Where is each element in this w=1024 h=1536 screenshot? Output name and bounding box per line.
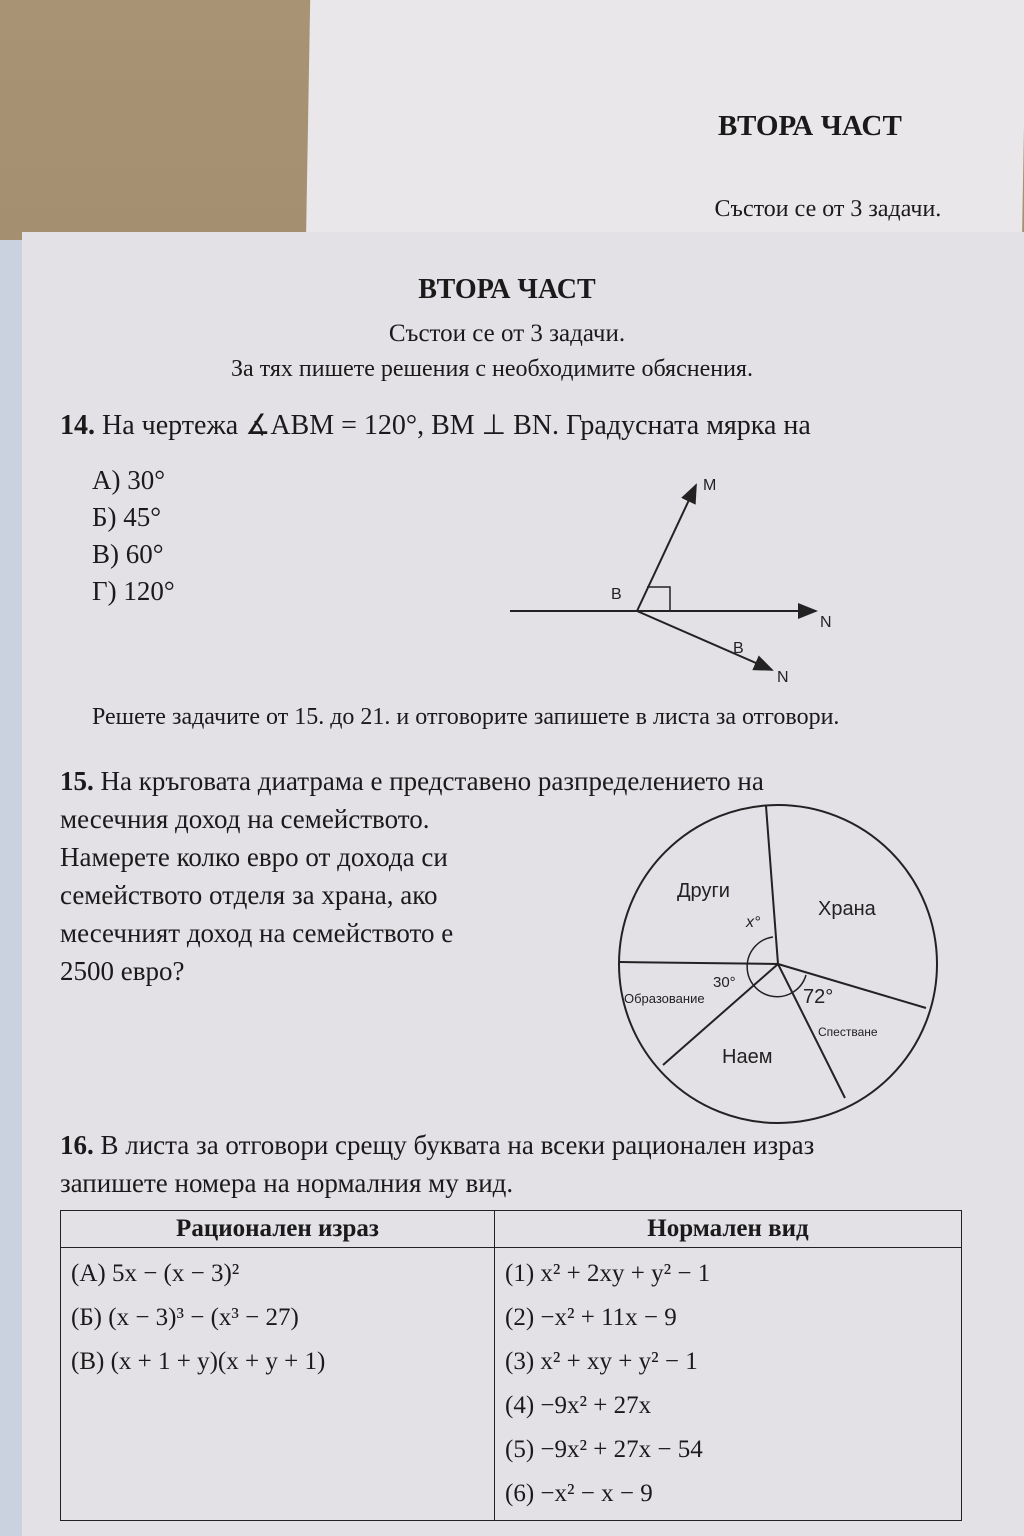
q14-option-a: А) 30° bbox=[92, 465, 166, 495]
normal-form-4: (4) −9x² + 27x bbox=[505, 1392, 652, 1419]
pie-divider bbox=[766, 806, 778, 964]
q15-line: семейството отделя за храна, ако bbox=[60, 880, 438, 910]
label-b: B bbox=[611, 586, 622, 603]
q15-line: месечния доход на семейството. bbox=[60, 804, 430, 834]
slice-label-rent: Наем bbox=[722, 1046, 773, 1068]
section-subtitle: Състои се от 3 задачи. bbox=[388, 320, 626, 347]
normal-form-5: (5) −9x² + 27x − 54 bbox=[505, 1436, 703, 1463]
expressions-table bbox=[60, 1210, 962, 1521]
pie-divider bbox=[620, 962, 778, 964]
q14-option-d: Г) 120° bbox=[92, 576, 175, 606]
q14-option-c: В) 60° bbox=[92, 539, 164, 569]
angle-other: x° bbox=[746, 914, 761, 931]
q15-number: 15. bbox=[60, 766, 94, 796]
angle-savings: 72° bbox=[803, 986, 834, 1008]
normal-form-3: (3) x² + xy + y² − 1 bbox=[505, 1348, 698, 1375]
expression-a: (А) 5x − (x − 3)² bbox=[71, 1260, 240, 1287]
angle-education: 30° bbox=[713, 974, 736, 991]
label-m: M bbox=[703, 477, 717, 494]
q16-number: 16. bbox=[60, 1130, 94, 1160]
q14-option-b: Б) 45° bbox=[92, 502, 162, 532]
q15-line: Намерете колко евро от дохода си bbox=[60, 842, 448, 872]
header-rational: Рационален израз bbox=[61, 1211, 495, 1248]
slice-label-education: Образование bbox=[624, 991, 705, 1006]
label-n: N bbox=[820, 614, 832, 631]
normal-forms bbox=[495, 1248, 962, 1521]
header-normal: Нормален вид bbox=[495, 1211, 962, 1248]
label-b2: B bbox=[733, 640, 744, 657]
slice-label-food: Храна bbox=[818, 898, 876, 920]
slice-label-savings: Спестване bbox=[818, 1025, 878, 1039]
q15-line: На кръговата диатрама е представено разпределението на bbox=[100, 766, 764, 796]
back-sheet-subtitle: Състои се от 3 задачи. bbox=[714, 196, 942, 222]
expression-c: (В) (x + 1 + y)(x + y + 1) bbox=[71, 1348, 326, 1375]
back-sheet-title: ВТОРА ЧАСТ bbox=[717, 110, 903, 142]
section-instruction: За тях пишете решения с необходимите обяснения. bbox=[231, 356, 753, 382]
section-title: ВТОРА ЧАСТ bbox=[418, 274, 596, 305]
rational-expressions bbox=[61, 1248, 495, 1521]
normal-form-6: (6) −x² − x − 9 bbox=[505, 1480, 653, 1507]
q16-text bbox=[60, 1126, 814, 1202]
label-n2: N bbox=[777, 669, 789, 686]
expression-b: (Б) (x − 3)³ − (x³ − 27) bbox=[71, 1304, 299, 1331]
q16-line: В листа за отговори срещу буквата на всеки рационален израз bbox=[100, 1130, 815, 1160]
slice-label-other: Други bbox=[677, 880, 730, 902]
normal-form-2: (2) −x² + 11x − 9 bbox=[505, 1304, 677, 1331]
q14-number: 14. bbox=[60, 410, 95, 441]
q16-line: запишете номера на нормалния му вид. bbox=[60, 1168, 514, 1198]
q14-body: На чертежа ∡ABM = 120°, BM ⊥ BN. Градусната мярка на bbox=[102, 410, 811, 441]
instruction-note: Решете задачите от 15. до 21. и отговорите запишете в листа за отговори. bbox=[92, 704, 840, 730]
q15-line: месечният доход на семейството е bbox=[60, 918, 454, 948]
q15-line: 2500 евро? bbox=[60, 956, 185, 986]
normal-form-1: (1) x² + 2xy + y² − 1 bbox=[505, 1260, 711, 1287]
